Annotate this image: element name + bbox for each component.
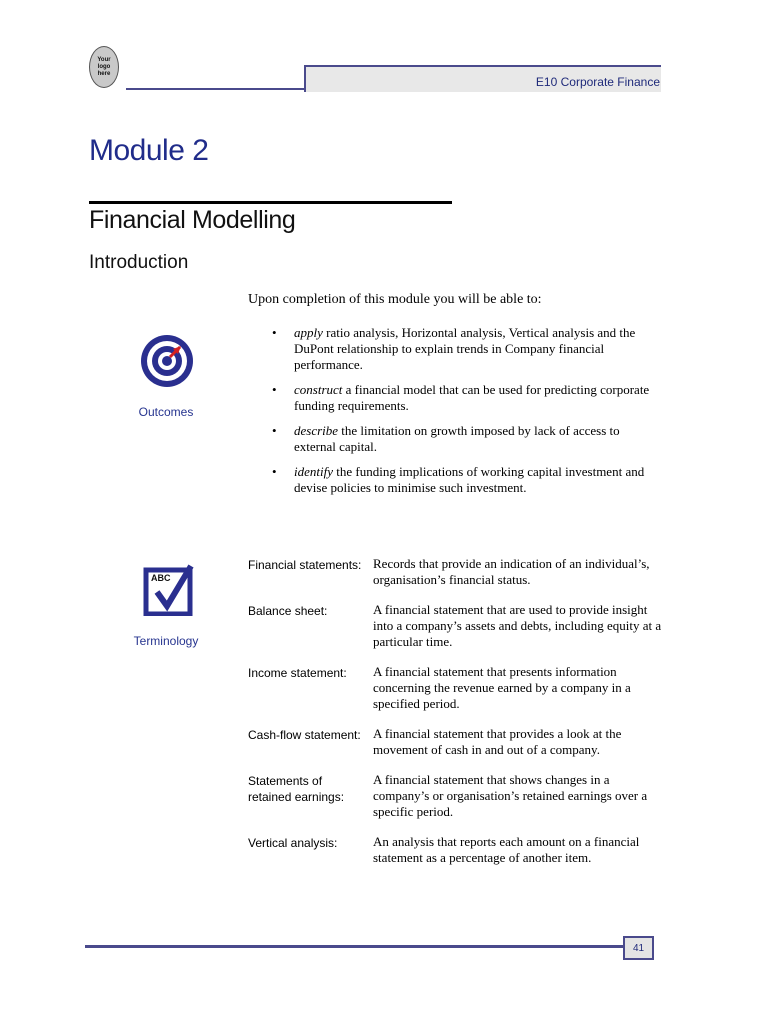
section-title: Financial Modelling bbox=[89, 206, 296, 234]
outcome-text: the limitation on growth imposed by lack of access to external capital. bbox=[294, 423, 620, 454]
term-row bbox=[248, 602, 668, 650]
target-icon bbox=[140, 333, 196, 389]
module-title: Module 2 bbox=[89, 134, 209, 167]
term-row bbox=[248, 556, 668, 588]
list-item: • apply ratio analysis, Horizontal analysis, Vertical analysis and the DuPont relationship to explain trends in Company financial performance. bbox=[272, 325, 636, 372]
term-name: Income statement: bbox=[248, 666, 347, 680]
terminology-label: Terminology bbox=[133, 634, 199, 648]
list-item: • identify the funding implications of working capital investment and devise policies to minimise such investment. bbox=[272, 464, 645, 495]
intro-text: Upon completion of this module you will be able to: bbox=[248, 292, 542, 307]
header-rule bbox=[126, 88, 306, 90]
term-definition: A financial statement that presents information concerning the revenue earned by a company in a specified period. bbox=[373, 664, 631, 711]
term-name: Cash-flow statement: bbox=[248, 728, 361, 742]
outcome-verb: apply bbox=[294, 325, 323, 340]
logo-placeholder bbox=[89, 46, 119, 88]
logo-text: Your logo here bbox=[97, 56, 111, 77]
term-definition: A financial statement that provides a look at the movement of cash in and out of a company. bbox=[373, 726, 622, 757]
term-name: Vertical analysis: bbox=[248, 836, 338, 850]
course-title: E10 Corporate Finance bbox=[535, 75, 660, 89]
outcome-text: ratio analysis, Horizontal analysis, Vertical analysis and the DuPont relationship to explain trends in Company financial performance. bbox=[294, 325, 636, 372]
term-row bbox=[248, 834, 668, 866]
term-name: Statements of retained earnings: bbox=[248, 774, 345, 804]
term-definition: A financial statement that are used to provide insight into a company’s assets and debts, including equity at a particular time. bbox=[373, 602, 662, 649]
list-item: • describe the limitation on growth imposed by lack of access to external capital. bbox=[272, 423, 620, 454]
outcome-verb: describe bbox=[294, 423, 339, 438]
outcome-text: the funding implications of working capital investment and devise policies to minimise such investment. bbox=[294, 464, 645, 495]
outcome-verb: construct bbox=[294, 382, 343, 397]
term-name: Balance sheet: bbox=[248, 604, 328, 618]
outcome-text: a financial model that can be used for predicting corporate funding requirements. bbox=[294, 382, 650, 413]
term-definition: Records that provide an indication of an individual’s, organisation’s financial status. bbox=[373, 556, 650, 587]
outcomes-label: Outcomes bbox=[138, 405, 194, 419]
footer-rule bbox=[85, 945, 625, 948]
subsection-title: Introduction bbox=[89, 252, 189, 273]
outcome-verb: identify bbox=[294, 464, 333, 479]
page-number: 41 bbox=[623, 936, 654, 960]
term-row bbox=[248, 772, 668, 820]
term-row bbox=[248, 664, 668, 712]
title-divider bbox=[89, 201, 452, 204]
terminology-list bbox=[248, 556, 668, 880]
terminology-icon-text: ABC bbox=[151, 573, 171, 583]
term-definition: A financial statement that shows changes in a company’s or organisation’s retained earnings over a specific period. bbox=[373, 772, 648, 819]
outcomes-list bbox=[272, 325, 652, 505]
term-name: Financial statements: bbox=[248, 558, 362, 572]
checkbox-abc-icon bbox=[143, 564, 195, 616]
list-item: • construct a financial model that can be used for predicting corporate funding requirements. bbox=[272, 382, 650, 413]
term-definition: An analysis that reports each amount on a financial statement as a percentage of another item. bbox=[373, 834, 640, 865]
term-row bbox=[248, 726, 668, 758]
